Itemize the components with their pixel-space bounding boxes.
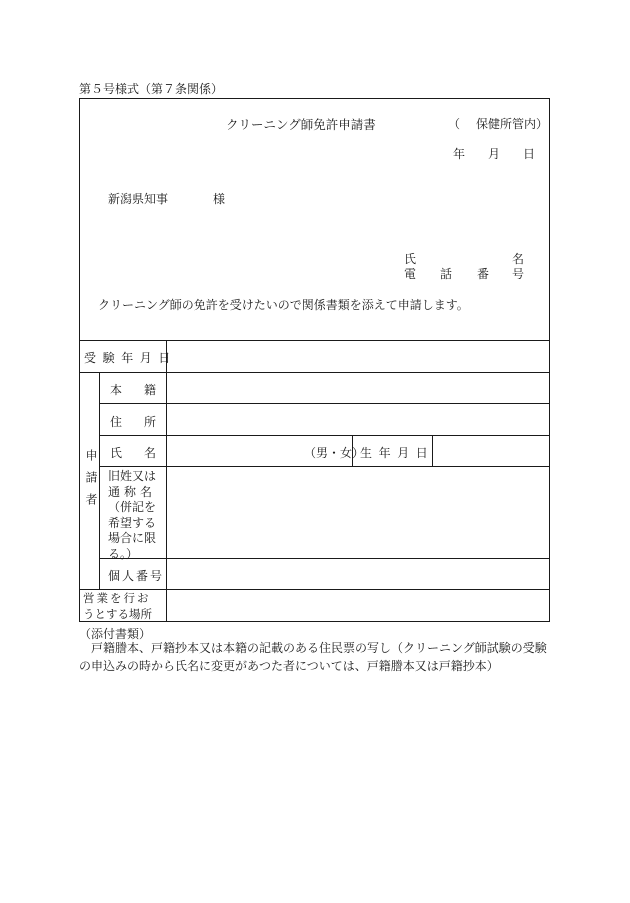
business-place-line-1: 営業を行お <box>83 591 151 605</box>
date-year-label: 年 <box>453 147 466 161</box>
applicant-name-label-a: 氏 <box>404 252 417 266</box>
exam-date-rule <box>80 372 549 373</box>
gender-label: （男・女） <box>304 446 365 460</box>
application-form <box>79 98 550 622</box>
business-place-line-2: うとする場所 <box>83 606 152 621</box>
date-day-label: 日 <box>523 147 536 161</box>
application-statement: クリーニング師の免許を受けたいので関係書類を添えて申請します。 <box>98 298 469 312</box>
birthdate-label: 生年月日 <box>360 446 435 460</box>
address-label <box>110 413 179 430</box>
attachments-heading: （添付書類） <box>79 627 152 641</box>
business-place-label <box>83 591 152 622</box>
honseki-label-text: 本籍 <box>110 383 179 397</box>
former-name-line-5: 場合に限 <box>108 531 157 545</box>
applicant-group-rule <box>80 589 549 590</box>
date-month-label: 月 <box>488 147 501 161</box>
form-title: クリーニング師免許申請書 <box>226 117 376 132</box>
phone-char-3: 番 <box>477 267 490 281</box>
phone-char-1: 電 <box>404 267 417 281</box>
former-name-line-1: 旧姓又は <box>108 469 157 483</box>
name-label <box>110 444 179 461</box>
applicant-name-label-b: 名 <box>512 252 525 266</box>
table-top-rule <box>80 340 549 341</box>
health-center-open: （ <box>448 117 461 131</box>
addressee: 新潟県知事 <box>108 192 169 206</box>
name-label-text: 氏名 <box>110 446 179 460</box>
honseki-label <box>110 381 179 398</box>
honorific: 様 <box>213 192 226 206</box>
address-label-text: 住所 <box>110 415 179 429</box>
phone-char-4: 号 <box>512 267 525 281</box>
health-center-label: 保健所管内） <box>476 117 549 131</box>
former-name-label <box>108 469 156 562</box>
former-name-line-4: 希望する <box>108 515 157 530</box>
applicant-group-label: 申請者 <box>84 449 98 515</box>
exam-date-label: 受験年月日 <box>84 351 178 365</box>
personal-number-label: 個人番号 <box>108 569 165 583</box>
former-name-line-2: 通称名 <box>108 484 157 499</box>
former-name-line-6: る。） <box>108 546 139 561</box>
phone-char-2: 話 <box>440 267 453 281</box>
form-reference: 第５号様式（第７条関係） <box>79 82 224 96</box>
former-name-line-3: （併記を <box>108 500 157 514</box>
attachments-body: 戸籍謄本、戸籍抄本又は本籍の記載のある住民票の写し（クリーニング師試験の受験の申込みの時から氏名に変更があつた者については、戸籍謄本又は戸籍抄本） <box>79 641 547 673</box>
